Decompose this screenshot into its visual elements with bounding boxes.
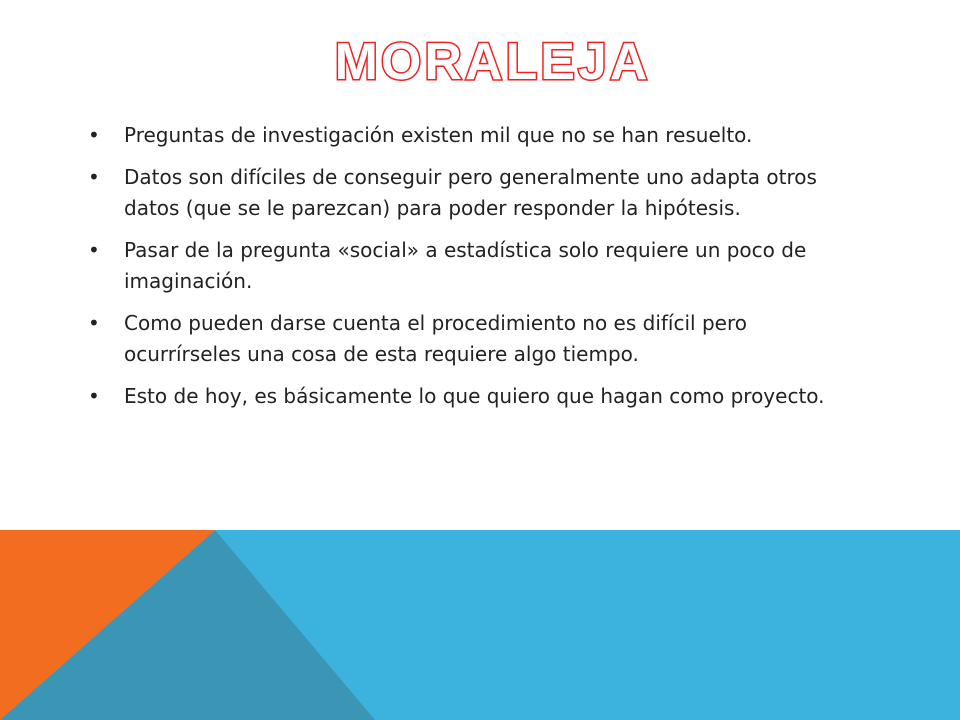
bullet-marker: • [88,311,100,335]
bullet-item [88,381,868,412]
bullet-list [88,120,868,423]
bullet-marker: • [88,384,100,408]
bullet-marker: • [88,238,100,262]
decorative-band [0,530,960,720]
bullet-item [88,162,868,224]
bullet-marker: • [88,123,100,147]
bullet-item [88,308,868,370]
bullet-text: Esto de hoy, es básicamente lo que quiero que hagan como proyecto. [124,384,825,408]
bullet-text: Datos son difíciles de conseguir pero generalmente uno adapta otros datos (que se le parezcan) para poder responder la hipótesis. [124,165,817,220]
bullet-text: Preguntas de investigación existen mil que no se han resuelto. [124,123,753,147]
bullet-text: Pasar de la pregunta «social» a estadística solo requiere un poco de imaginación. [124,238,807,293]
bullet-item [88,120,868,151]
bullet-item [88,235,868,297]
bullet-marker: • [88,165,100,189]
bullet-text: Como pueden darse cuenta el procedimiento no es difícil pero ocurrírseles una cosa de esta requiere algo tiempo. [124,311,747,366]
slide-title: MORALEJA [334,33,651,91]
